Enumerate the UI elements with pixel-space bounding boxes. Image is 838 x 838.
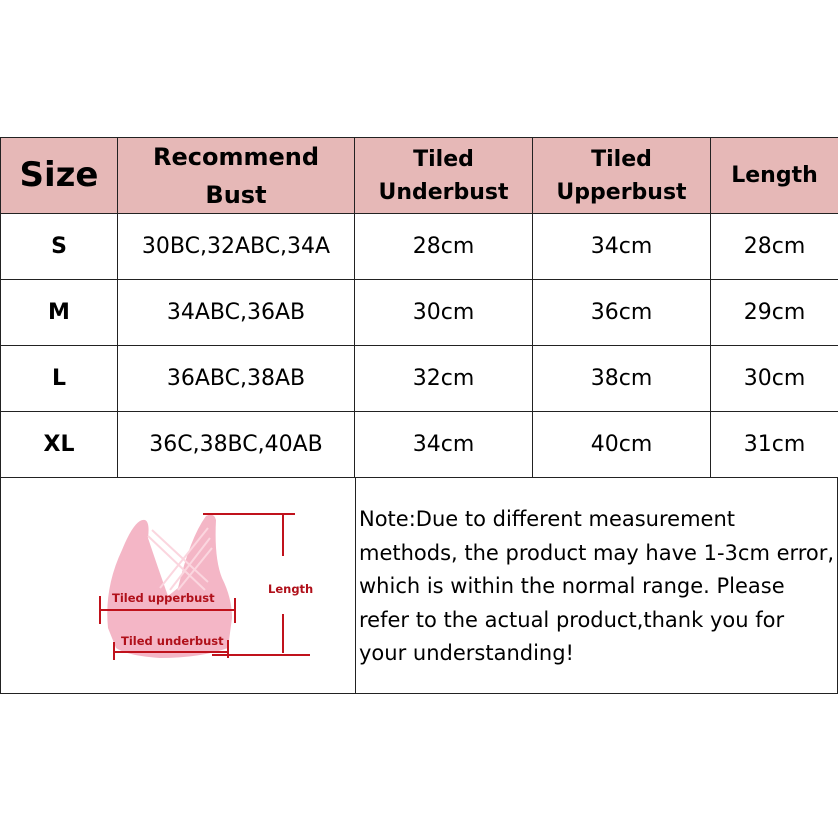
note-text: Note:Due to different measurement methods, the product may have 1-3cm error, which is within the normal range. Please refer to the actual product,thank you for your understanding! [359, 507, 835, 665]
length-label: Length [268, 582, 314, 596]
header-length: Length [710, 137, 838, 214]
underbust-cell: 34cm [354, 411, 533, 478]
header-size: Size [0, 137, 118, 214]
underbust-cell: 28cm [354, 213, 533, 280]
underbust-cell: 32cm [354, 345, 533, 412]
upperbust-cell: 34cm [532, 213, 711, 280]
length-cell: 30cm [710, 345, 838, 412]
header-recommend-bust: Recommend Bust [117, 137, 355, 214]
recommend-bust-cell: 30BC,32ABC,34A [117, 213, 355, 280]
length-cell: 28cm [710, 213, 838, 280]
size-cell: L [0, 345, 118, 412]
recommend-bust-cell: 36ABC,38AB [117, 345, 355, 412]
header-tiled-underbust: Tiled Underbust [354, 137, 533, 214]
size-cell: S [0, 213, 118, 280]
underbust-label: Tiled underbust [121, 634, 224, 648]
header-tiled-upperbust: Tiled Upperbust [532, 137, 711, 214]
length-cell: 31cm [710, 411, 838, 478]
upperbust-cell: 36cm [532, 279, 711, 346]
length-cell: 29cm [710, 279, 838, 346]
underbust-cell: 30cm [354, 279, 533, 346]
size-cell: XL [0, 411, 118, 478]
bra-measurement-diagram [0, 478, 355, 693]
upperbust-label: Tiled upperbust [112, 591, 215, 605]
recommend-bust-cell: 36C,38BC,40AB [117, 411, 355, 478]
upperbust-cell: 40cm [532, 411, 711, 478]
upperbust-cell: 38cm [532, 345, 711, 412]
size-cell: M [0, 279, 118, 346]
recommend-bust-cell: 34ABC,36AB [117, 279, 355, 346]
